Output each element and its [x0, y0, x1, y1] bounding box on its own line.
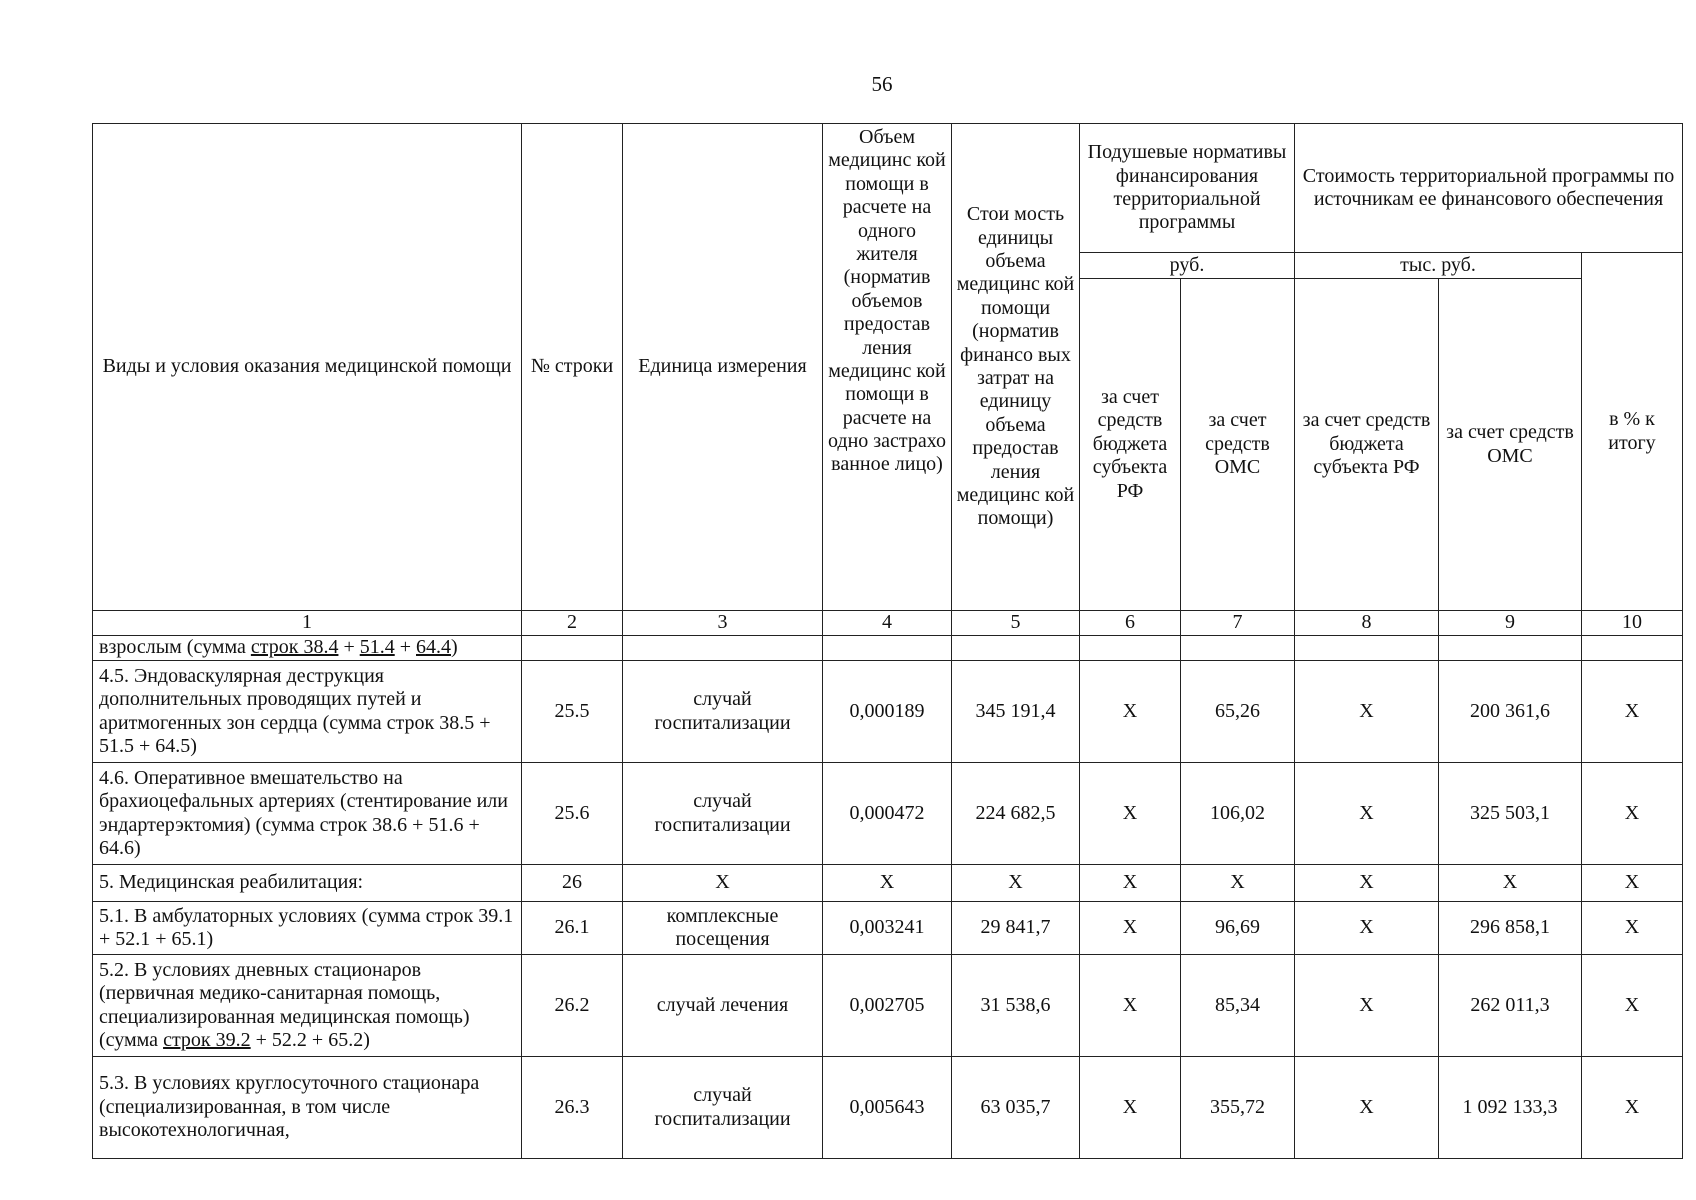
per-capita-budget [1080, 636, 1181, 661]
per-capita-budget: Х [1080, 1057, 1181, 1159]
row-number: 26.2 [522, 955, 623, 1057]
header-col-8: за счет средств бюджета субъекта РФ [1295, 279, 1439, 611]
cost-budget [1295, 636, 1439, 661]
volume-per-person: 0,003241 [823, 902, 952, 955]
volume-per-person: Х [823, 865, 952, 902]
row-text: + [394, 636, 416, 659]
per-capita-oms: 65,26 [1181, 661, 1295, 763]
row-number: 25.5 [522, 661, 623, 763]
column-index: 7 [1181, 611, 1295, 636]
column-index: 1 [93, 611, 522, 636]
column-index-row [93, 611, 1683, 636]
per-capita-oms: 96,69 [1181, 902, 1295, 955]
header-col-5: Стои мость единицы объема медицинс кой помощи (норматив финансо вых затрат на единицу объема предостав ления медицинс кой помощи) [952, 124, 1080, 611]
cost-budget: Х [1295, 902, 1439, 955]
volume-per-person [823, 636, 952, 661]
row-description: 4.6. Оперативное вмешательство на брахиоцефальных артериях (стентирование или эндартерэктомия) (сумма строк 38.6 + 51.6 + 64.6) [93, 763, 522, 865]
cost-budget: Х [1295, 865, 1439, 902]
table-row [93, 955, 1683, 1057]
percent-of-total [1582, 636, 1683, 661]
row-number: 26 [522, 865, 623, 902]
row-description: 5.3. В условиях круглосуточного стационара (специализированная, в том числе высокотехнологичная, [93, 1057, 522, 1159]
row-number: 25.6 [522, 763, 623, 865]
unit-of-measure: случай госпитализации [623, 1057, 823, 1159]
table-row [93, 636, 1683, 661]
row-text: + [338, 636, 360, 659]
volume-per-person: 0,002705 [823, 955, 952, 1057]
cost-budget: Х [1295, 1057, 1439, 1159]
per-capita-budget: Х [1080, 661, 1181, 763]
header-col-3: Единица измерения [623, 124, 823, 611]
percent-of-total: Х [1582, 661, 1683, 763]
row-reference[interactable]: строк 39.2 [163, 1028, 251, 1051]
column-index: 2 [522, 611, 623, 636]
table-row [93, 763, 1683, 865]
unit-cost [952, 636, 1080, 661]
row-number: 26.3 [522, 1057, 623, 1159]
column-index: 10 [1582, 611, 1683, 636]
header-col-1: Виды и условия оказания медицинской помощи [93, 124, 522, 611]
per-capita-oms: 106,02 [1181, 763, 1295, 865]
page-number: 56 [871, 72, 893, 96]
unit-cost: 31 538,6 [952, 955, 1080, 1057]
per-capita-budget: Х [1080, 902, 1181, 955]
header-col-2: № строки [522, 124, 623, 611]
row-description: 5. Медицинская реабилитация: [93, 865, 522, 902]
header-col-6: за счет средств бюджета субъекта РФ [1080, 279, 1181, 611]
header-group-per-capita: Подушевые нормативы финансирования территориальной программы [1080, 124, 1295, 253]
header-group-program-cost: Стоимость территориальной программы по источникам ее финансового обеспечения [1295, 124, 1683, 253]
row-text: ) [451, 636, 458, 659]
volume-per-person: 0,005643 [823, 1057, 952, 1159]
row-number [522, 636, 623, 661]
header-col-7: за счет средств ОМС [1181, 279, 1295, 611]
row-description [93, 955, 522, 1057]
unit-of-measure: комплексные посещения [623, 902, 823, 955]
column-index: 3 [623, 611, 823, 636]
unit-of-measure: случай госпитализации [623, 763, 823, 865]
cost-oms: 262 011,3 [1439, 955, 1582, 1057]
row-reference[interactable]: строк 38.4 [250, 636, 339, 659]
row-reference[interactable]: 51.4 [359, 636, 395, 659]
unit-cost: 345 191,4 [952, 661, 1080, 763]
row-reference[interactable]: 64.4 [416, 636, 451, 659]
table-row [93, 1057, 1683, 1159]
volume-per-person: 0,000189 [823, 661, 952, 763]
per-capita-oms: Х [1181, 865, 1295, 902]
table-row [93, 865, 1683, 902]
cost-oms: Х [1439, 865, 1582, 902]
percent-of-total: Х [1582, 1057, 1683, 1159]
row-text: взрослым (сумма [99, 636, 251, 659]
cost-oms: 325 503,1 [1439, 763, 1582, 865]
volume-per-person: 0,000472 [823, 763, 952, 865]
cost-oms: 1 092 133,3 [1439, 1057, 1582, 1159]
unit-of-measure: случай лечения [623, 955, 823, 1057]
unit-of-measure: Х [623, 865, 823, 902]
cost-oms: 296 858,1 [1439, 902, 1582, 955]
header-col-4: Объем медицинс кой помощи в расчете на одного жителя (норматив объемов предостав ления медицинс кой помощи в расчете на одно застрахо ванное лицо) [823, 124, 952, 611]
row-description: 5.1. В амбулаторных условиях (сумма строк 39.1 + 52.1 + 65.1) [93, 902, 522, 955]
row-number: 26.1 [522, 902, 623, 955]
cost-oms [1439, 636, 1582, 661]
row-text: + 52.2 + 65.2) [250, 1028, 370, 1051]
unit-cost: Х [952, 865, 1080, 902]
per-capita-oms: 85,34 [1181, 955, 1295, 1057]
unit-cost: 29 841,7 [952, 902, 1080, 955]
row-description [93, 636, 522, 661]
column-index: 5 [952, 611, 1080, 636]
table-row [93, 902, 1683, 955]
percent-of-total: Х [1582, 763, 1683, 865]
per-capita-oms: 355,72 [1181, 1057, 1295, 1159]
per-capita-budget: Х [1080, 865, 1181, 902]
cost-budget: Х [1295, 955, 1439, 1057]
cost-budget: Х [1295, 661, 1439, 763]
column-index: 9 [1439, 611, 1582, 636]
per-capita-budget: Х [1080, 763, 1181, 865]
column-index: 6 [1080, 611, 1181, 636]
row-text: 5.2. В условиях дневных стационаров (первичная медико-санитарная помощь, специализированная медицинская помощь) (сумма [99, 958, 470, 1051]
header-col-9: за счет средств ОМС [1439, 279, 1582, 611]
cost-budget: Х [1295, 763, 1439, 865]
unit-cost: 63 035,7 [952, 1057, 1080, 1159]
column-index: 8 [1295, 611, 1439, 636]
cost-oms: 200 361,6 [1439, 661, 1582, 763]
table-row [93, 661, 1683, 763]
row-description: 4.5. Эндоваскулярная деструкция дополнительных проводящих путей и аритмогенных зон сердца (сумма строк 38.5 + 51.5 + 64.5) [93, 661, 522, 763]
percent-of-total: Х [1582, 955, 1683, 1057]
header-unit-thousand-rub: тыс. руб. [1295, 253, 1582, 279]
per-capita-budget: Х [1080, 955, 1181, 1057]
unit-cost: 224 682,5 [952, 763, 1080, 865]
unit-of-measure: случай госпитализации [623, 661, 823, 763]
column-index: 4 [823, 611, 952, 636]
per-capita-oms [1181, 636, 1295, 661]
percent-of-total: Х [1582, 902, 1683, 955]
percent-of-total: Х [1582, 865, 1683, 902]
financing-table [92, 123, 1683, 1159]
unit-of-measure [623, 636, 823, 661]
header-unit-rub: руб. [1080, 253, 1295, 279]
header-col-10: в % к итогу [1582, 253, 1683, 611]
